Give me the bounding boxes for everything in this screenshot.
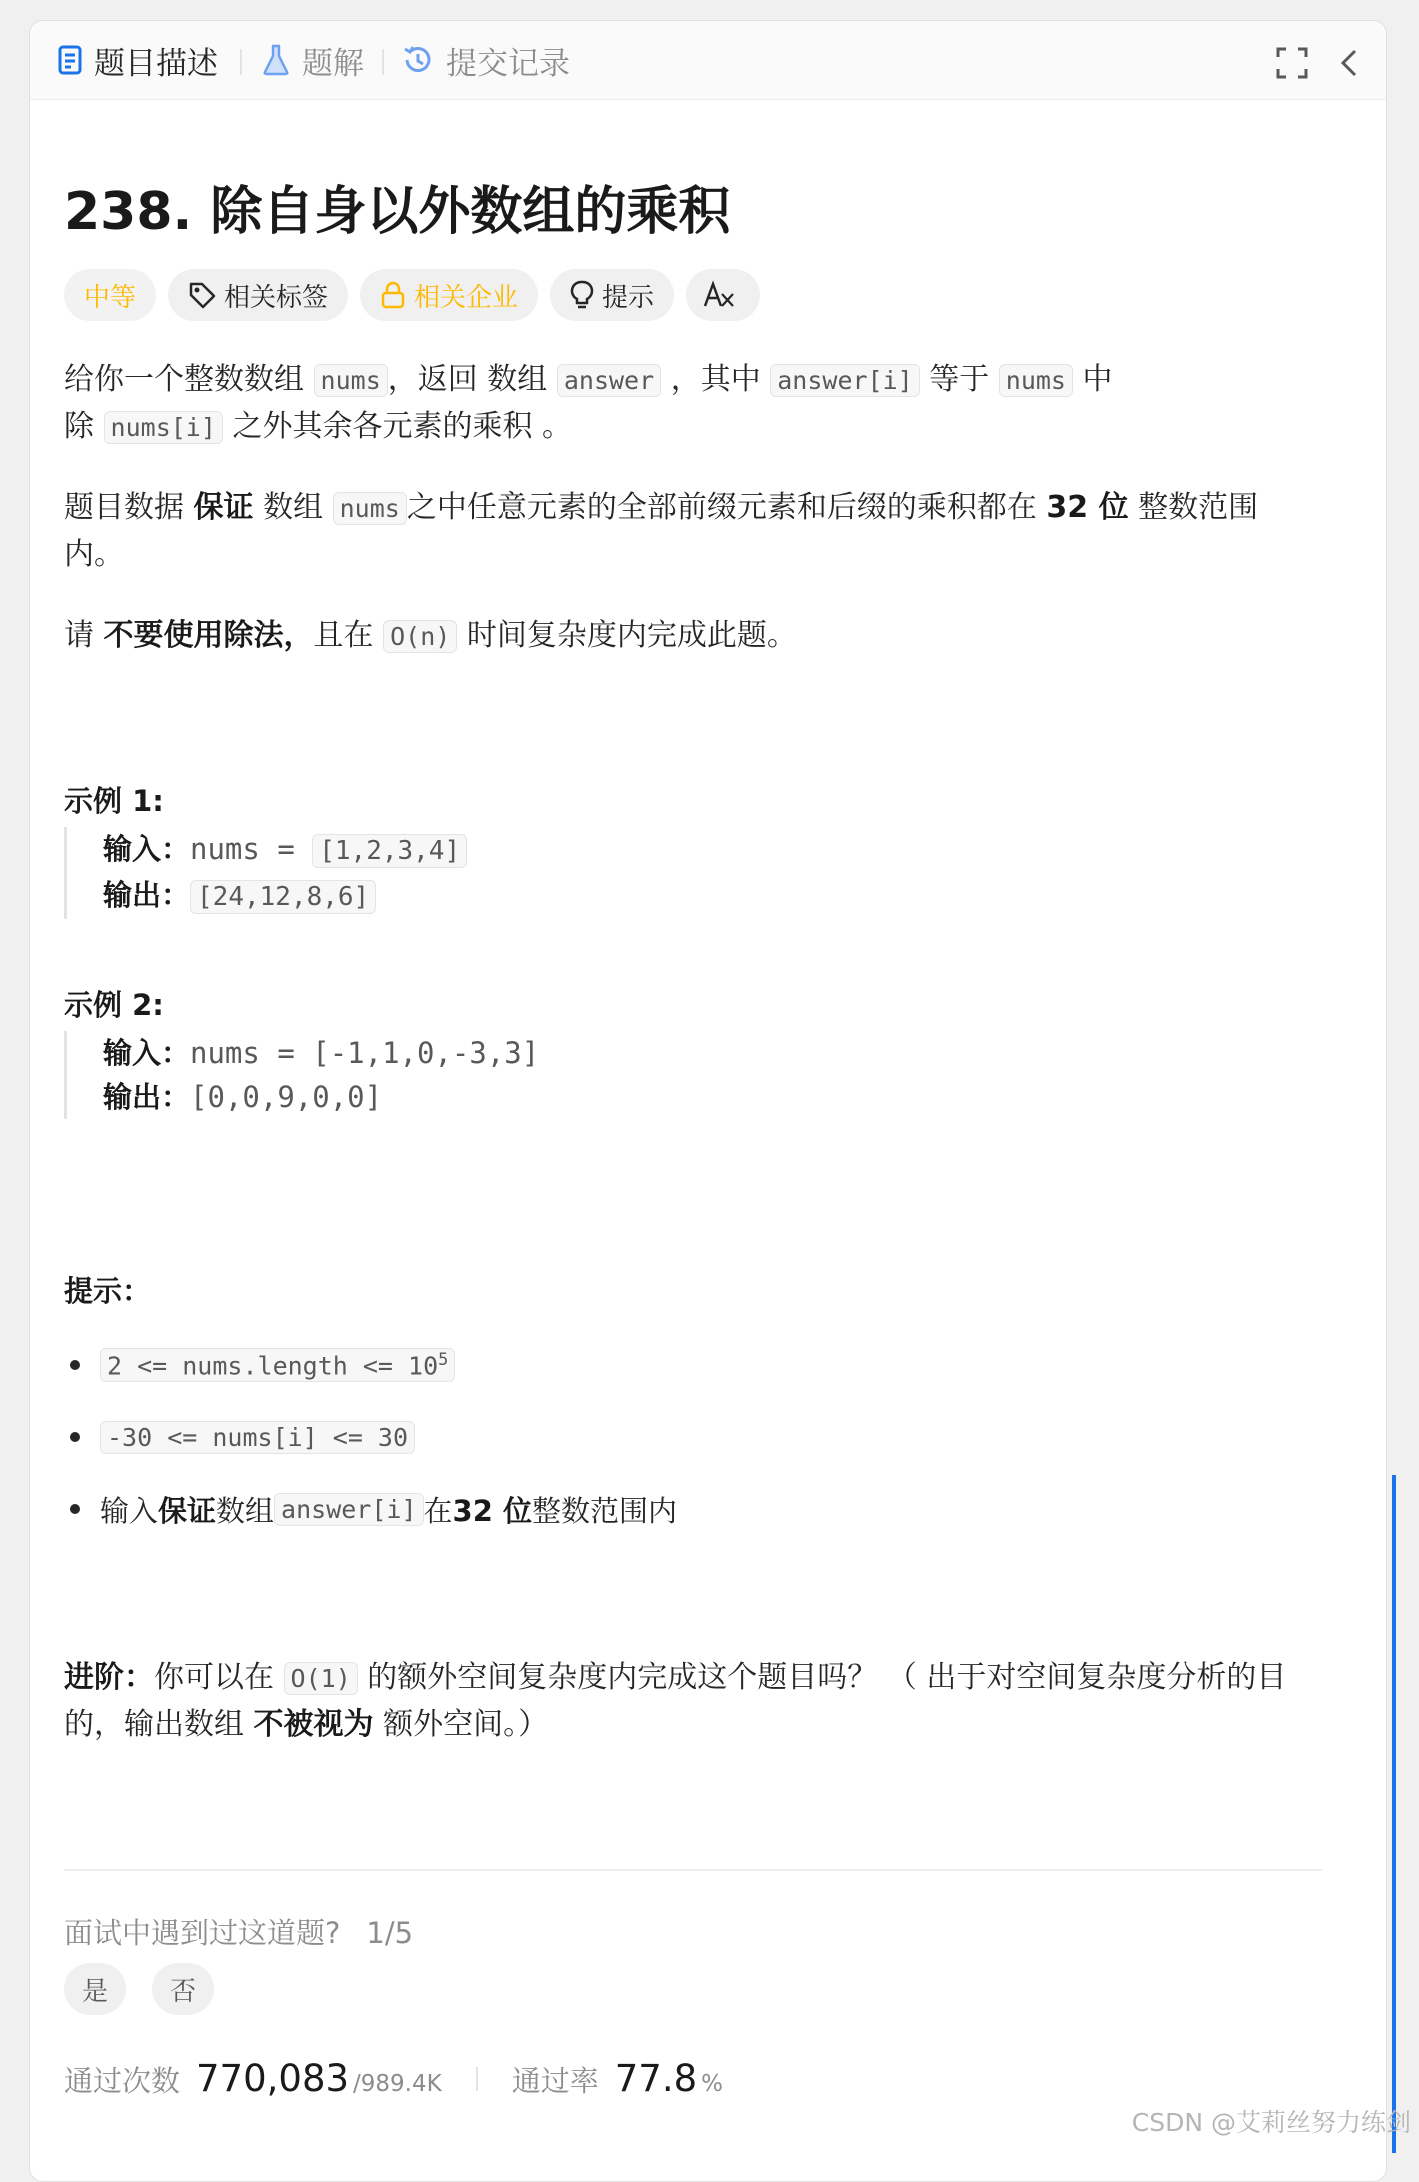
inline-code: nums xyxy=(314,364,388,397)
yes-button[interactable]: 是 xyxy=(64,1963,126,2015)
text: 数组 xyxy=(216,1493,275,1528)
acceptance-rate-value: 77.8 xyxy=(614,2057,698,2100)
related-companies-label: 相关企业 xyxy=(414,282,519,313)
text: 中 xyxy=(1073,362,1113,397)
bold-text: 32 位 xyxy=(1046,490,1129,525)
output-value: [0,0,9,0,0] xyxy=(190,1080,383,1114)
text: ，返回 数组 xyxy=(387,362,557,397)
exponent: 5 xyxy=(438,1349,449,1370)
related-tags-label: 相关标签 xyxy=(224,282,329,313)
interview-question-text: 面试中遇到过这道题? xyxy=(64,1916,341,1950)
lock-icon xyxy=(380,281,406,309)
text: 的，输出数组 xyxy=(64,1707,254,1742)
example-2-input xyxy=(103,1031,539,1075)
difficulty-label: 中等 xyxy=(84,282,137,313)
tab-separator xyxy=(240,49,242,75)
input-label: 输入： xyxy=(103,1036,191,1070)
bold-text: 不要使用除法， xyxy=(103,618,314,653)
divider xyxy=(64,1869,1322,1871)
history-icon xyxy=(402,44,434,76)
constraint-text: 2 <= nums.length <= 10 xyxy=(107,1351,439,1381)
inline-code: nums xyxy=(999,364,1073,397)
accepted-label: 通过次数 xyxy=(64,2064,181,2098)
list-item xyxy=(64,1401,1344,1473)
text: 给你一个整数数组 xyxy=(64,362,314,397)
stats-row xyxy=(64,2057,723,2100)
document-icon xyxy=(58,45,82,75)
text: 你可以在 xyxy=(154,1660,284,1695)
list-item xyxy=(64,1329,1344,1401)
accepted-count: 770,083 xyxy=(196,2057,350,2100)
bold-text: 保证 xyxy=(158,1493,217,1528)
text: 时间复杂度内完成此题。 xyxy=(457,618,797,653)
description-paragraph-2 xyxy=(64,485,1344,578)
tab-separator xyxy=(382,49,384,75)
fullscreen-icon[interactable] xyxy=(1274,45,1310,81)
tab-submissions-label: 提交记录 xyxy=(446,45,570,82)
inline-code: O(1) xyxy=(284,1662,358,1695)
constraints-heading: 提示： xyxy=(64,1274,152,1308)
bold-text: 32 位 xyxy=(452,1493,532,1528)
inline-code: answer[i] xyxy=(770,364,919,397)
text: 题目数据 xyxy=(64,490,194,525)
inline-code: [1,2,3,4] xyxy=(312,834,467,868)
text: 数组 xyxy=(253,490,333,525)
tag-icon xyxy=(188,281,216,309)
tab-bar xyxy=(30,21,1386,100)
related-companies-button[interactable] xyxy=(360,269,538,321)
input-value: nums = xyxy=(190,832,313,866)
tab-submissions[interactable] xyxy=(402,40,570,80)
stats-separator xyxy=(476,2067,478,2091)
input-value: nums = [-1,1,0,-3,3] xyxy=(190,1036,540,1070)
flask-icon xyxy=(262,44,290,76)
tag-row xyxy=(64,269,760,321)
tab-description[interactable] xyxy=(58,40,218,80)
inline-code: answer xyxy=(557,364,661,397)
problem-panel xyxy=(29,20,1387,2182)
output-label: 输出： xyxy=(103,878,191,912)
text: 除 xyxy=(64,409,104,444)
bold-text: 不被视为 xyxy=(253,1707,374,1742)
text: 之中任意元素的全部前缀元素和后缀的乘积都在 xyxy=(406,490,1047,525)
follow-up-paragraph xyxy=(64,1655,1344,1748)
example-2-heading: 示例 2: xyxy=(64,988,164,1022)
translate-button[interactable] xyxy=(686,269,760,321)
hint-label: 提示 xyxy=(602,282,655,313)
text: 等于 xyxy=(919,362,999,397)
text: 整数范围内 xyxy=(531,1493,677,1528)
example-1-input xyxy=(103,827,467,873)
text: 在 xyxy=(423,1493,453,1528)
no-button[interactable]: 否 xyxy=(152,1963,214,2015)
inline-code xyxy=(100,1348,455,1382)
constraints-list xyxy=(64,1329,1344,1545)
output-label: 输出： xyxy=(103,1080,191,1114)
translate-icon xyxy=(702,280,736,310)
inline-code: nums[i] xyxy=(104,411,223,444)
text: 额外空间。） xyxy=(373,1707,549,1742)
text: 且在 xyxy=(313,618,384,653)
text: 输入 xyxy=(100,1493,159,1528)
example-2-block xyxy=(64,1031,539,1119)
text: 整数范围 xyxy=(1128,490,1259,525)
description-paragraph-1 xyxy=(64,357,1344,451)
interview-progress: 1/5 xyxy=(366,1916,414,1950)
interview-question xyxy=(64,1911,413,1952)
chevron-left-icon[interactable] xyxy=(1332,45,1368,81)
problem-title: 238. 除自身以外数组的乘积 xyxy=(64,182,731,242)
description-paragraph-3 xyxy=(64,613,1344,660)
inline-code: [24,12,8,6] xyxy=(190,880,376,914)
bold-text: 进阶： xyxy=(64,1660,154,1695)
list-item xyxy=(64,1473,1344,1545)
acceptance-rate-unit: % xyxy=(701,2071,723,2097)
editor-resize-handle[interactable] xyxy=(1392,1475,1396,2153)
tab-solutions-label: 题解 xyxy=(302,45,364,82)
inline-code: answer[i] xyxy=(274,1493,423,1526)
inline-code: -30 <= nums[i] <= 30 xyxy=(100,1421,415,1454)
watermark: CSDN @艾莉丝努力练剑 xyxy=(1131,2108,1411,2137)
example-1-heading: 示例 1: xyxy=(64,784,164,818)
lightbulb-icon xyxy=(570,280,594,310)
example-1-block xyxy=(64,827,467,919)
submitted-count: /989.4K xyxy=(353,2071,442,2097)
inline-code: O(n) xyxy=(383,620,457,653)
text: 请 xyxy=(64,618,104,653)
inline-code: nums xyxy=(333,492,407,525)
text: 的额外空间复杂度内完成这个题目吗？ （ 出于对空间复杂度分析的目 xyxy=(357,1660,1287,1695)
related-tags-button[interactable] xyxy=(168,269,348,321)
input-label: 输入： xyxy=(103,832,191,866)
example-2-output xyxy=(103,1075,539,1119)
text: 之外其余各元素的乘积 。 xyxy=(222,409,572,444)
text: 内。 xyxy=(64,537,124,572)
hint-button[interactable] xyxy=(550,269,674,321)
difficulty-badge xyxy=(64,269,156,321)
bold-text: 保证 xyxy=(193,490,254,525)
tab-solutions[interactable] xyxy=(262,40,364,80)
text: ，其中 xyxy=(661,362,771,397)
tab-description-label: 题目描述 xyxy=(94,45,218,82)
acceptance-rate-label: 通过率 xyxy=(511,2064,599,2098)
example-1-output xyxy=(103,873,467,919)
